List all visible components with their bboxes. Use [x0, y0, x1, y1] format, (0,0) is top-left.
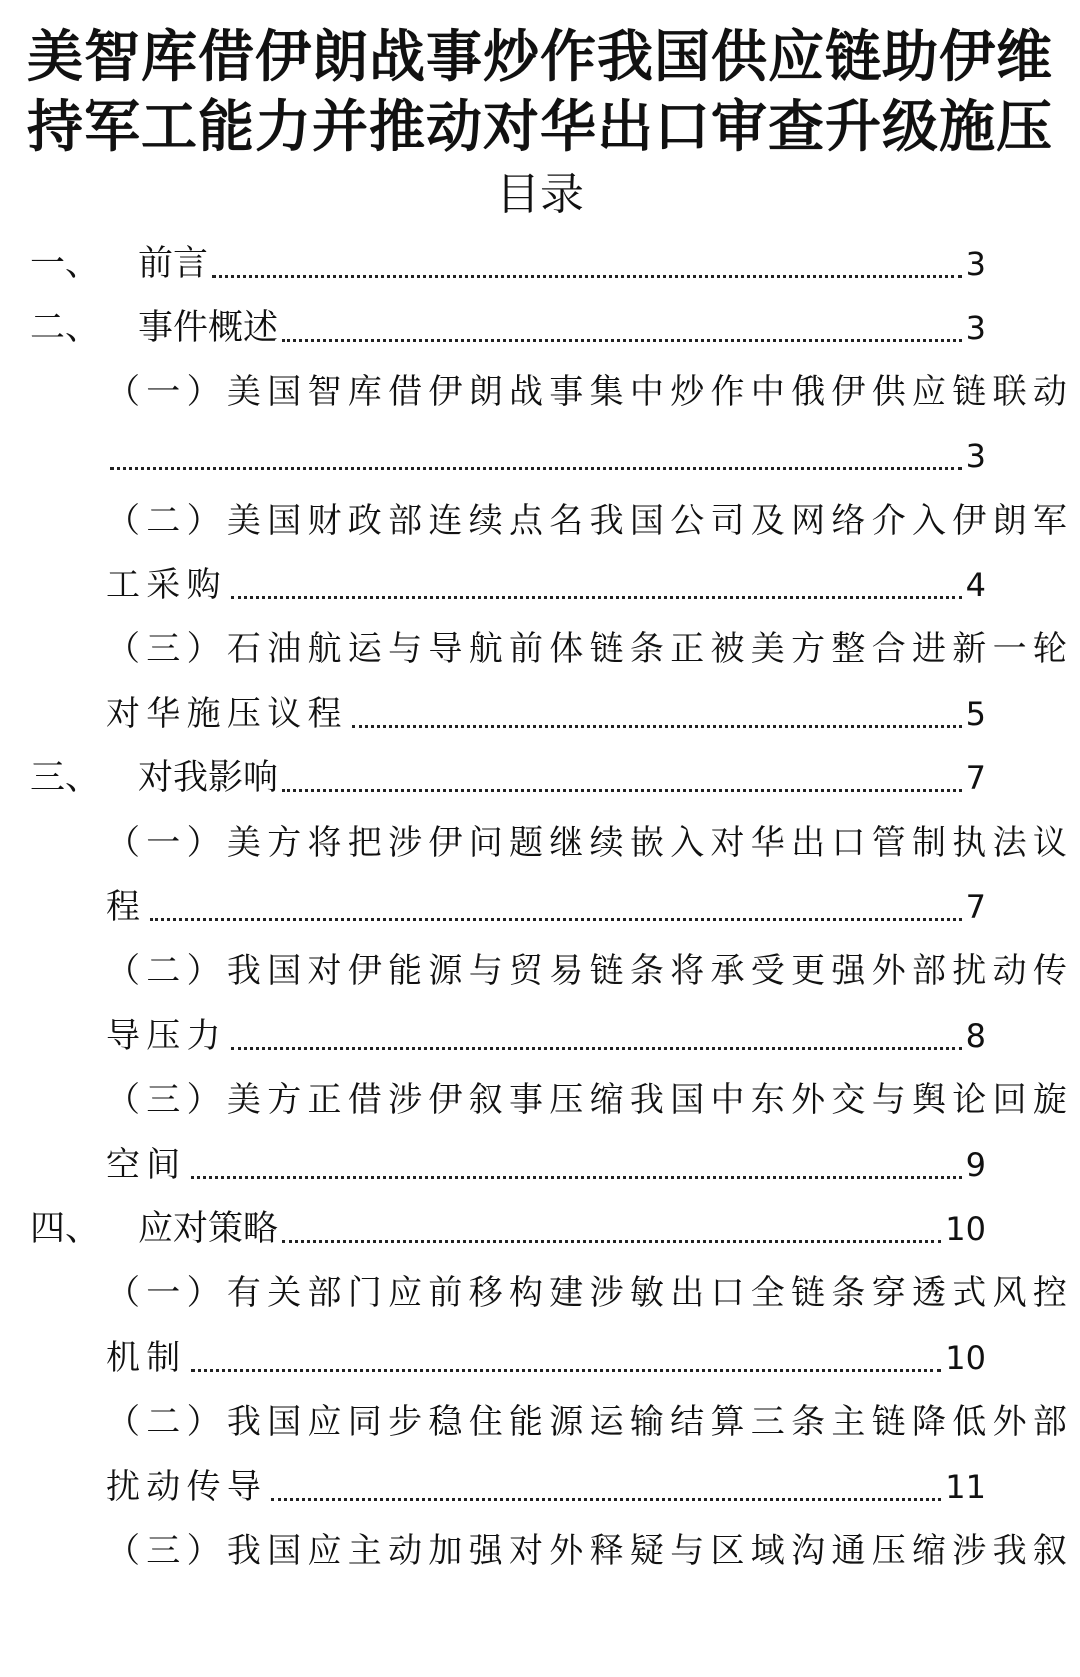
toc-entry-event-overview[interactable]: [30, 292, 986, 352]
toc-entry-3-2-line-2[interactable]: [106, 1000, 986, 1060]
toc-entry-label-continued: 机制: [106, 1338, 187, 1378]
toc-entry-3-3-line-1[interactable]: [106, 1064, 1074, 1124]
toc-entry-number: 四、: [30, 1209, 101, 1249]
toc-entry-4-1-line-2[interactable]: [106, 1322, 986, 1382]
toc-entry-label: 应对策略: [138, 1209, 279, 1249]
toc-entry-label: （二）我国应同步稳住能源运输结算三条主链降低外部: [106, 1402, 1074, 1442]
dot-leader: [231, 596, 962, 599]
document-title-line-1: 美智库借伊朗战事炒作我国供应链助伊维: [27, 24, 1053, 90]
toc-entry-label: 对我影响: [138, 758, 279, 798]
toc-page-number: 9: [965, 1146, 986, 1184]
toc-entry-4-2-line-1[interactable]: [106, 1386, 1074, 1446]
toc-entry-label: （一）美方将把涉伊问题继续嵌入对华出口管制执法议: [106, 823, 1074, 863]
toc-entry-number: 二、: [30, 308, 101, 348]
dot-leader: [231, 1047, 962, 1050]
toc-entry-label-continued: 空间: [106, 1145, 187, 1185]
toc-entry-label: （三）我国应主动加强对外释疑与区域沟通压缩涉我叙: [106, 1531, 1074, 1571]
toc-page-number: 5: [965, 695, 986, 733]
toc-entry-label: （三）石油航运与导航前体链条正被美方整合进新一轮: [106, 629, 1074, 669]
dot-leader: [191, 1369, 942, 1372]
dot-leader: [352, 725, 962, 728]
toc-entry-2-2-line-1[interactable]: [106, 485, 1074, 545]
toc-page-number: 7: [965, 759, 986, 797]
dot-leader: [212, 275, 962, 278]
toc-entry-4-1-line-1[interactable]: [106, 1257, 1074, 1317]
dot-leader: [282, 789, 962, 792]
toc-entry-label: （一）有关部门应前移构建涉敏出口全链条穿透式风控: [106, 1273, 1074, 1313]
toc-page-number: 4: [965, 566, 986, 604]
toc-heading: 目录: [496, 169, 584, 220]
toc-entry-2-1-line-1[interactable]: [106, 356, 1074, 416]
toc-page-number: 3: [965, 309, 986, 347]
toc-entry-label: （二）我国对伊能源与贸易链条将承受更强外部扰动传: [106, 951, 1074, 991]
toc-entry-label-continued: 对华施压议程: [106, 694, 348, 734]
toc-entry-label: 前言: [138, 244, 209, 284]
toc-entry-3-2-line-1[interactable]: [106, 935, 1074, 995]
toc-entry-number: 三、: [30, 758, 101, 798]
dot-leader: [282, 1240, 941, 1243]
toc-page-number: 8: [965, 1017, 986, 1055]
dot-leader: [150, 918, 961, 921]
toc-entry-4-2-line-2[interactable]: [106, 1451, 986, 1511]
toc-entry-label-continued: 扰动传导: [106, 1467, 268, 1507]
toc-entry-2-3-line-1[interactable]: [106, 613, 1074, 673]
toc-entry-label-continued: 程: [106, 887, 147, 927]
toc-entry-4-3-line-1[interactable]: [106, 1515, 1074, 1575]
dot-leader: [282, 339, 962, 342]
toc-entry-2-2-line-2[interactable]: [106, 549, 986, 609]
toc-page-number: 3: [965, 437, 986, 475]
toc-entry-countermeasures[interactable]: [30, 1193, 986, 1253]
toc-page-number: 10: [945, 1339, 986, 1377]
toc-page-number: 3: [965, 245, 986, 283]
toc-entry-label: （三）美方正借涉伊叙事压缩我国中东外交与舆论回旋: [106, 1080, 1074, 1120]
toc-entry-label-continued: 工采购: [106, 565, 227, 605]
toc-entry-number: 一、: [30, 244, 101, 284]
toc-entry-label-continued: 导压力: [106, 1016, 227, 1056]
toc-entry-impact[interactable]: [30, 742, 986, 802]
dot-leader: [110, 467, 962, 470]
dot-leader: [191, 1176, 962, 1179]
toc-page-number: 11: [945, 1468, 986, 1506]
dot-leader: [271, 1498, 941, 1501]
toc-page-number: 10: [945, 1210, 986, 1248]
toc-entry-2-1-line-2[interactable]: [106, 420, 986, 480]
toc-entry-label: （一）美国智库借伊朗战事集中炒作中俄伊供应链联动: [106, 372, 1074, 412]
toc-entry-3-3-line-2[interactable]: [106, 1129, 986, 1189]
toc-entry-label: 事件概述: [138, 308, 279, 348]
toc-page-number: 7: [965, 888, 986, 926]
document-title-line-2: 持军工能力并推动对华出口审查升级施压: [27, 94, 1053, 160]
toc-entry-3-1-line-1[interactable]: [106, 807, 1074, 867]
toc-entry-preface[interactable]: [30, 228, 986, 288]
toc-entry-label: （二）美国财政部连续点名我国公司及网络介入伊朗军: [106, 501, 1074, 541]
toc-entry-2-3-line-2[interactable]: [106, 678, 986, 738]
toc-entry-3-1-line-2[interactable]: [106, 871, 986, 931]
